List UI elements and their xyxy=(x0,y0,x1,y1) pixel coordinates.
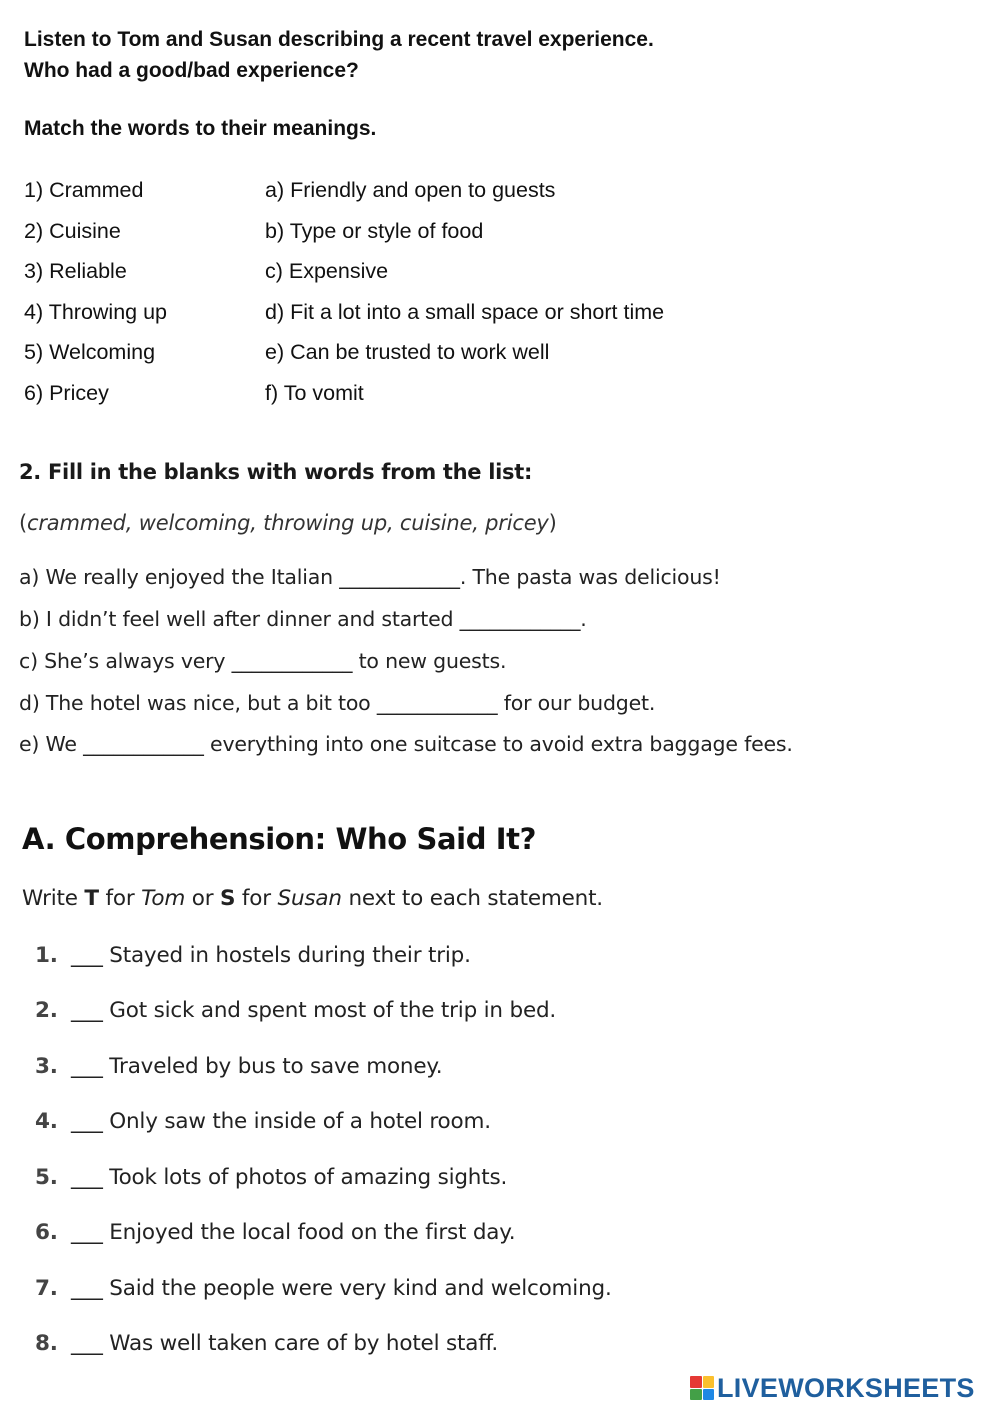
item-number: 2. xyxy=(35,998,58,1023)
comprehension-item xyxy=(35,1165,507,1190)
matching-meaning: a) Friendly and open to guests xyxy=(265,178,556,202)
item-number: 6. xyxy=(35,1220,58,1245)
comprehension-item xyxy=(35,943,471,968)
liveworksheets-logo xyxy=(690,1373,975,1403)
intro-line-1: Listen to Tom and Susan describing a recent travel experience. xyxy=(24,28,654,51)
matching-meaning: e) Can be trusted to work well xyxy=(265,340,550,365)
intro-line-2: Who had a good/bad experience? xyxy=(24,59,359,82)
fill-blanks-word-list: (crammed, welcoming, throwing up, cuisine, pricey) xyxy=(19,511,557,535)
matching-word: 6) Pricey xyxy=(24,380,109,405)
comprehension-item xyxy=(35,1220,515,1245)
comprehension-title: A. Comprehension: Who Said It? xyxy=(22,822,537,856)
item-number: 5. xyxy=(35,1165,58,1190)
fill-sentence: a) We really enjoyed the Italian ____________. The pasta was delicious! xyxy=(19,565,721,589)
matching-meaning: f) To vomit xyxy=(265,380,364,405)
matching-meaning: b) Type or style of food xyxy=(265,218,484,243)
comprehension-item xyxy=(35,998,556,1023)
item-number: 1. xyxy=(35,943,58,968)
liveworksheets-logo-icon xyxy=(690,1376,714,1400)
matching-word: 2) Cuisine xyxy=(24,218,121,243)
item-number: 3. xyxy=(35,1054,58,1079)
fill-sentence: b) I didn’t feel well after dinner and started ____________. xyxy=(19,607,587,631)
fill-sentence: c) She’s always very ____________ to new guests. xyxy=(19,649,507,673)
intro-instructions xyxy=(24,24,654,86)
item-text: ___ Was well taken care of by hotel staff. xyxy=(71,1331,498,1356)
matching-meaning: d) Fit a lot into a small space or short time xyxy=(265,299,665,324)
item-text: ___ Stayed in hostels during their trip. xyxy=(71,943,471,968)
comprehension-item xyxy=(35,1276,612,1301)
logo-square-green xyxy=(690,1389,702,1401)
fill-sentence: e) We ____________ everything into one suitcase to avoid extra baggage fees. xyxy=(19,732,793,756)
matching-word: 3) Reliable xyxy=(24,259,127,284)
logo-square-yellow xyxy=(703,1376,715,1388)
logo-square-red xyxy=(690,1376,702,1388)
comprehension-item xyxy=(35,1331,498,1356)
item-number: 8. xyxy=(35,1331,58,1356)
comprehension-item xyxy=(35,1054,442,1079)
fill-blanks-title: 2. Fill in the blanks with words from the list: xyxy=(19,460,533,484)
matching-word: 1) Crammed xyxy=(24,178,144,202)
item-text: ___ Got sick and spent most of the trip in bed. xyxy=(71,998,557,1023)
word-list-text: crammed, welcoming, throwing up, cuisine, pricey xyxy=(27,511,549,535)
matching-word: 5) Welcoming xyxy=(24,340,156,365)
matching-title: Match the words to their meanings. xyxy=(24,117,377,140)
comprehension-item xyxy=(35,1109,491,1134)
item-text: ___ Traveled by bus to save money. xyxy=(71,1054,443,1079)
logo-square-blue xyxy=(703,1389,715,1401)
matching-word: 4) Throwing up xyxy=(24,299,168,324)
logo-text: LIVEWORKSHEETS xyxy=(717,1372,975,1403)
item-text: ___ Took lots of photos of amazing sights. xyxy=(71,1165,508,1190)
item-text: ___ Said the people were very kind and welcoming. xyxy=(71,1276,612,1301)
comprehension-instructions: Write T for Tom or S for Susan next to each statement. xyxy=(22,886,603,911)
fill-sentence: d) The hotel was nice, but a bit too ____________ for our budget. xyxy=(19,691,656,715)
item-number: 4. xyxy=(35,1109,58,1134)
item-text: ___ Only saw the inside of a hotel room. xyxy=(71,1109,491,1134)
item-text: ___ Enjoyed the local food on the first day. xyxy=(71,1220,516,1245)
matching-meaning: c) Expensive xyxy=(265,259,389,284)
item-number: 7. xyxy=(35,1276,58,1301)
